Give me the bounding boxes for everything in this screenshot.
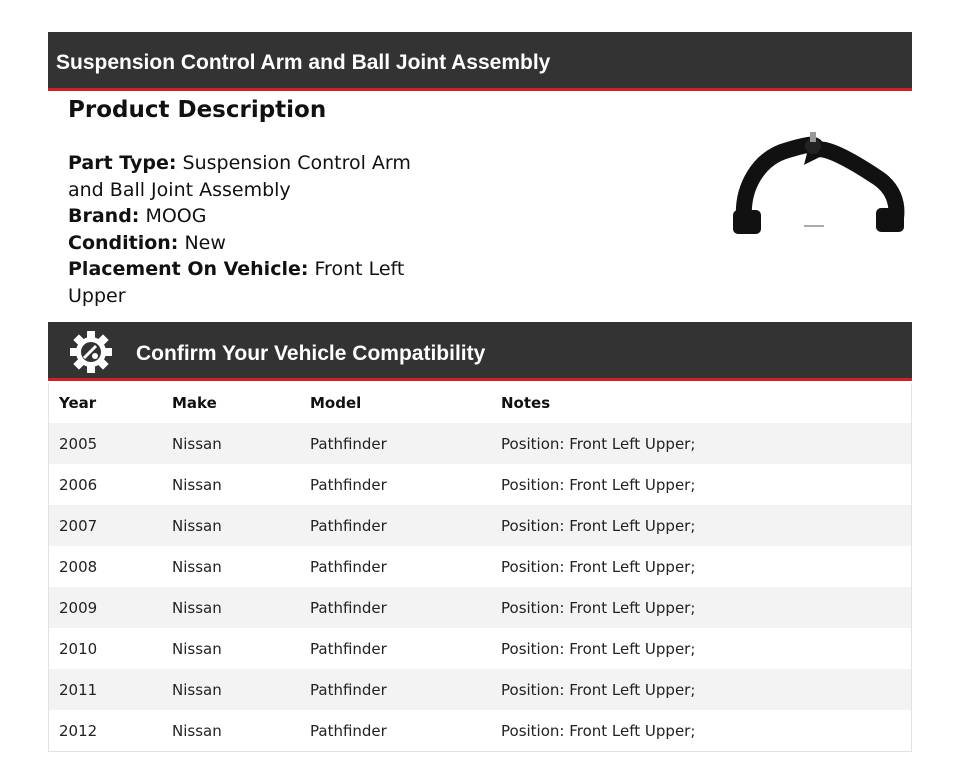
part-type: Part Type: Suspension Control Arm and Ball Joint Assembly: [68, 152, 411, 201]
compatibility-table: [48, 383, 912, 752]
cell-year: 2008: [59, 557, 98, 576]
cell-make: Nissan: [172, 639, 222, 658]
table-row: [49, 669, 912, 710]
placement: Placement On Vehicle: Front Left Upper: [68, 258, 405, 307]
description-heading: Product Description: [68, 97, 327, 123]
cell-model: Pathfinder: [310, 721, 387, 740]
column-header-model: Model: [310, 394, 362, 412]
cell-model: Pathfinder: [310, 557, 387, 576]
table-row: [49, 505, 912, 546]
cell-make: Nissan: [162, 587, 300, 628]
cell-make: Nissan: [172, 557, 222, 576]
cell-model: Pathfinder: [300, 505, 491, 546]
column-header-make: Make: [172, 394, 217, 412]
cell-make: Nissan: [162, 669, 300, 710]
compatibility-header: [48, 322, 912, 381]
cell-make: Nissan: [172, 475, 222, 494]
compatibility-title: Confirm Your Vehicle Compatibility: [136, 342, 486, 365]
cell-year: 2009: [49, 587, 163, 628]
cell-year: 2005: [49, 423, 163, 464]
cell-model: Pathfinder: [300, 423, 491, 464]
product-title-bar: [48, 32, 912, 91]
cell-model: Pathfinder: [300, 587, 491, 628]
cell-year: 2010: [59, 639, 98, 658]
cell-make: Nissan: [172, 721, 222, 740]
column-header-year: Year: [59, 394, 97, 412]
product-description: [68, 150, 448, 309]
table-row: [49, 423, 912, 464]
condition: Condition: New: [68, 231, 226, 254]
cell-notes: Position: Front Left Upper;: [491, 587, 912, 628]
cell-notes: Position: Front Left Upper;: [501, 639, 696, 658]
table-row: [49, 587, 912, 628]
product-title: Suspension Control Arm and Ball Joint Assembly: [56, 51, 551, 74]
gear-wrench-icon: [70, 331, 112, 373]
column-header-notes: Notes: [501, 394, 551, 412]
cell-notes: Position: Front Left Upper;: [501, 557, 696, 576]
cell-year: 2011: [49, 669, 163, 710]
table-row: [49, 546, 912, 587]
cell-model: Pathfinder: [300, 669, 491, 710]
table-row: [49, 464, 912, 505]
brand: Brand: MOOG: [68, 205, 207, 227]
table-row: [49, 710, 912, 752]
cell-year: 2012: [59, 721, 98, 740]
table-row: [49, 628, 912, 669]
cell-notes: Position: Front Left Upper;: [501, 721, 696, 740]
cell-model: Pathfinder: [310, 639, 387, 658]
cell-notes: Position: Front Left Upper;: [491, 423, 912, 464]
cell-make: Nissan: [162, 423, 300, 464]
product-image: [728, 128, 908, 240]
cell-year: 2006: [59, 475, 98, 494]
cell-notes: Position: Front Left Upper;: [501, 475, 696, 494]
cell-notes: Position: Front Left Upper;: [491, 669, 912, 710]
cell-notes: Position: Front Left Upper;: [491, 505, 912, 546]
cell-make: Nissan: [162, 505, 300, 546]
cell-model: Pathfinder: [310, 475, 387, 494]
cell-year: 2007: [49, 505, 163, 546]
